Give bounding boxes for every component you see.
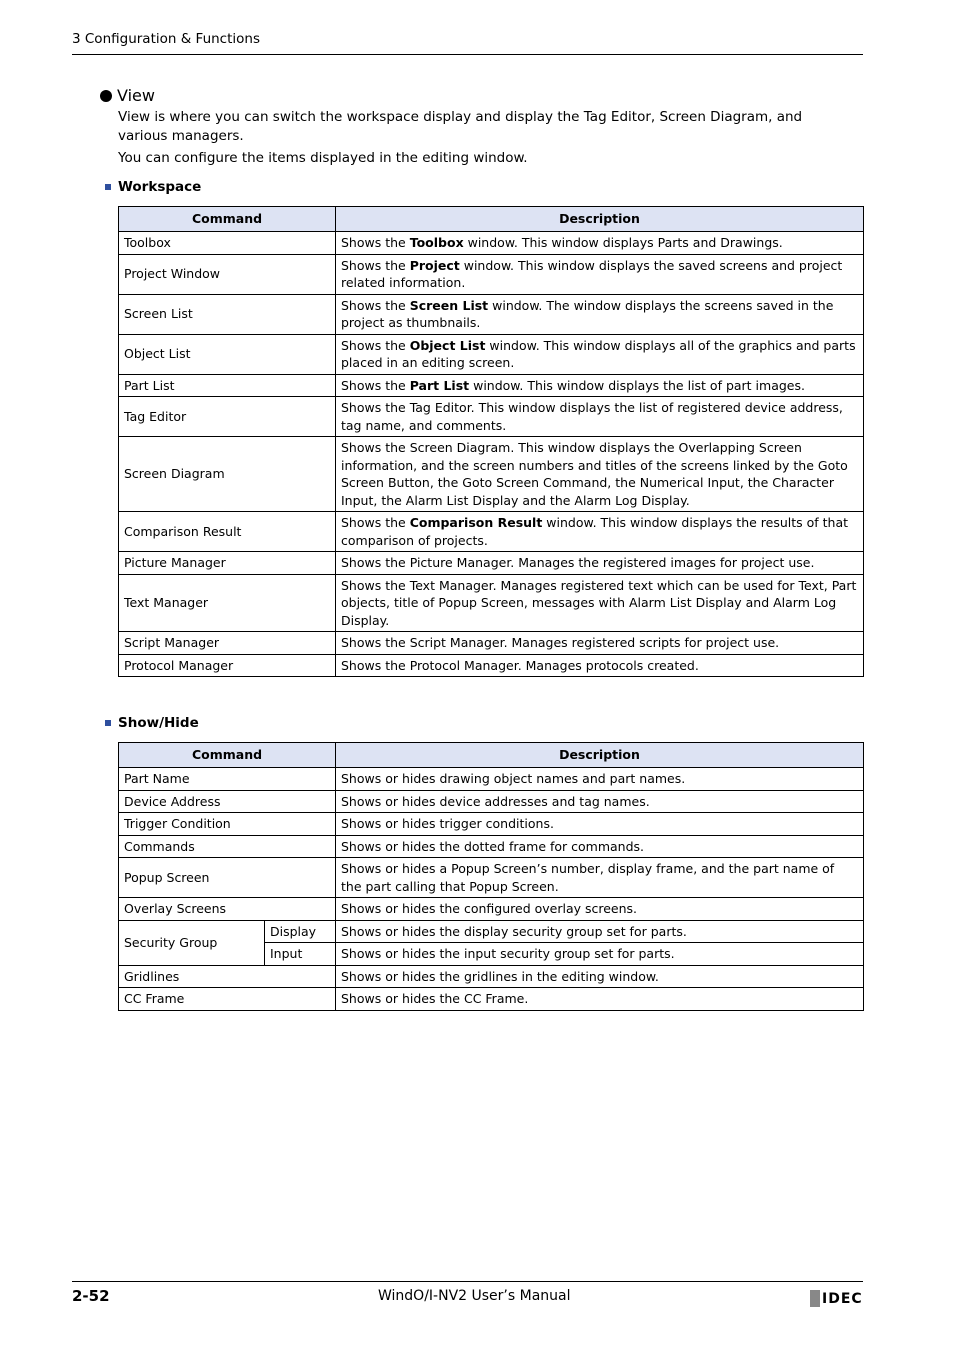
description-bold-text: Comparison Result	[409, 515, 543, 530]
command-cell: Comparison Result	[119, 512, 336, 552]
description-bold-text: Object List	[409, 337, 486, 353]
table-row	[119, 254, 864, 294]
description-cell	[336, 374, 864, 397]
command-cell: Commands	[119, 835, 336, 858]
description-cell: Shows or hides the input security group set for parts.	[336, 943, 864, 966]
table-row	[119, 965, 864, 988]
table-row	[119, 512, 864, 552]
table-header-row	[119, 207, 864, 232]
command-cell: Device Address	[119, 790, 336, 813]
table-row	[119, 232, 864, 255]
section-title	[100, 86, 155, 105]
table-row	[119, 858, 864, 898]
description-text: Shows the Text Manager. Manages registered text which can be used for Text, Part objects, title of Popup Screen, messages with Alarm List Display and Alarm Log Display.	[341, 577, 857, 628]
table-row	[119, 437, 864, 512]
square-bullet-icon	[105, 184, 111, 190]
description-cell	[336, 552, 864, 575]
description-cell: Shows or hides the configured overlay screens.	[336, 898, 864, 921]
description-text: Shows the	[341, 257, 410, 273]
description-text: window. This window displays Parts and Drawings.	[463, 235, 783, 250]
description-cell: Shows or hides a Popup Screen’s number, display frame, and the part name of the part calling that Popup Screen.	[336, 858, 864, 898]
description-text: window. This window displays the results of that comparison of projects.	[341, 515, 849, 548]
logo-text: IDEC	[822, 1290, 863, 1307]
description-text: window. This window displays the list of part images.	[469, 377, 805, 393]
showhide-table	[118, 742, 864, 1011]
column-header-description: Description	[336, 743, 864, 768]
command-cell: Screen Diagram	[119, 437, 336, 512]
running-header: 3 Configuration & Functions	[72, 31, 260, 47]
description-cell	[336, 437, 864, 512]
section-title-text: View	[117, 86, 155, 105]
command-cell: Popup Screen	[119, 858, 336, 898]
intro-paragraph-2: You can configure the items displayed in the editing window.	[118, 150, 528, 166]
description-cell: Shows or hides the CC Frame.	[336, 988, 864, 1011]
description-text: Shows the Script Manager. Manages registered scripts for project use.	[341, 635, 780, 650]
description-cell	[336, 574, 864, 632]
table-row	[119, 574, 864, 632]
description-text: Shows the Protocol Manager. Manages protocols created.	[341, 657, 699, 673]
description-text: Shows the Screen Diagram. This window displays the Overlapping Screen information, and the screen numbers and titles of the screens linked by the Goto Screen Button, the Goto Screen Command, the Numerical Input, the Character Input, the Alarm List Display and the Alarm Log Display.	[341, 440, 848, 508]
command-cell: Project Window	[119, 254, 336, 294]
column-header-command: Command	[119, 207, 336, 232]
command-cell: Trigger Condition	[119, 813, 336, 836]
command-cell: Tag Editor	[119, 397, 336, 437]
subcommand-cell-input: Input	[265, 943, 336, 966]
command-cell: Protocol Manager	[119, 654, 336, 677]
footer-rule	[72, 1281, 863, 1282]
description-text: Shows the	[341, 235, 410, 250]
description-bold-text: Part List	[409, 377, 470, 393]
showhide-heading	[105, 715, 199, 731]
description-cell: Shows or hides the dotted frame for commands.	[336, 835, 864, 858]
table-row	[119, 988, 864, 1011]
workspace-table	[118, 206, 864, 677]
command-cell: Script Manager	[119, 632, 336, 655]
description-text: Shows the Picture Manager. Manages the registered images for project use.	[341, 555, 815, 570]
description-cell: Shows or hides drawing object names and part names.	[336, 768, 864, 791]
description-text: Shows the	[341, 337, 410, 353]
description-cell	[336, 294, 864, 334]
description-cell	[336, 232, 864, 255]
column-header-command: Command	[119, 743, 336, 768]
command-cell: Gridlines	[119, 965, 336, 988]
command-cell: Toolbox	[119, 232, 336, 255]
table-row	[119, 835, 864, 858]
bullet-icon	[100, 90, 112, 102]
description-text: window. The window displays the screens saved in the project as thumbnails.	[341, 297, 834, 330]
description-cell: Shows or hides device addresses and tag names.	[336, 790, 864, 813]
table-row	[119, 294, 864, 334]
description-cell: Shows or hides the display security group set for parts.	[336, 920, 864, 943]
table-row	[119, 632, 864, 655]
description-text: Shows the Tag Editor. This window displays the list of registered device address, tag name, and comments.	[341, 400, 843, 433]
description-bold-text: Project	[409, 257, 460, 273]
description-cell	[336, 632, 864, 655]
description-cell	[336, 654, 864, 677]
command-cell: Text Manager	[119, 574, 336, 632]
subcommand-cell-display: Display	[265, 920, 336, 943]
description-bold-text: Toolbox	[409, 235, 464, 250]
table-row	[119, 920, 864, 943]
intro-paragraph: View is where you can switch the workspace display and display the Tag Editor, Screen Diagram, and various managers.	[118, 109, 803, 144]
table-row	[119, 654, 864, 677]
description-cell: Shows or hides trigger conditions.	[336, 813, 864, 836]
command-cell: Overlay Screens	[119, 898, 336, 921]
table-row	[119, 813, 864, 836]
command-cell: Picture Manager	[119, 552, 336, 575]
command-cell: Object List	[119, 334, 336, 374]
command-cell: Screen List	[119, 294, 336, 334]
description-text: Shows the	[341, 297, 410, 313]
table-row	[119, 552, 864, 575]
square-bullet-icon	[105, 720, 111, 726]
table-header-row	[119, 743, 864, 768]
description-text: window. This window displays the saved screens and project related information.	[341, 257, 843, 290]
description-cell	[336, 254, 864, 294]
workspace-heading-text: Workspace	[118, 179, 202, 195]
column-header-description: Description	[336, 207, 864, 232]
command-cell: Part List	[119, 374, 336, 397]
table-row	[119, 397, 864, 437]
table-row	[119, 898, 864, 921]
manual-title: WindO/I-NV2 User’s Manual	[378, 1288, 571, 1304]
description-text: Shows the	[341, 377, 410, 393]
table-row	[119, 790, 864, 813]
command-cell: Part Name	[119, 768, 336, 791]
description-cell	[336, 334, 864, 374]
showhide-heading-text: Show/Hide	[118, 715, 199, 731]
table-row	[119, 334, 864, 374]
header-rule	[72, 54, 863, 55]
page-number: 2-52	[72, 1287, 110, 1305]
command-cell: CC Frame	[119, 988, 336, 1011]
description-cell	[336, 512, 864, 552]
description-cell	[336, 397, 864, 437]
table-row	[119, 374, 864, 397]
logo-mark-icon	[810, 1290, 820, 1307]
description-bold-text: Screen List	[409, 297, 489, 313]
workspace-heading	[105, 179, 201, 195]
table-row	[119, 768, 864, 791]
command-cell-security-group: Security Group	[119, 920, 265, 965]
description-cell: Shows or hides the gridlines in the editing window.	[336, 965, 864, 988]
idec-logo	[810, 1290, 863, 1307]
description-text: Shows the	[341, 515, 410, 530]
description-text: window. This window displays all of the graphics and parts placed in an editing screen.	[341, 337, 856, 370]
